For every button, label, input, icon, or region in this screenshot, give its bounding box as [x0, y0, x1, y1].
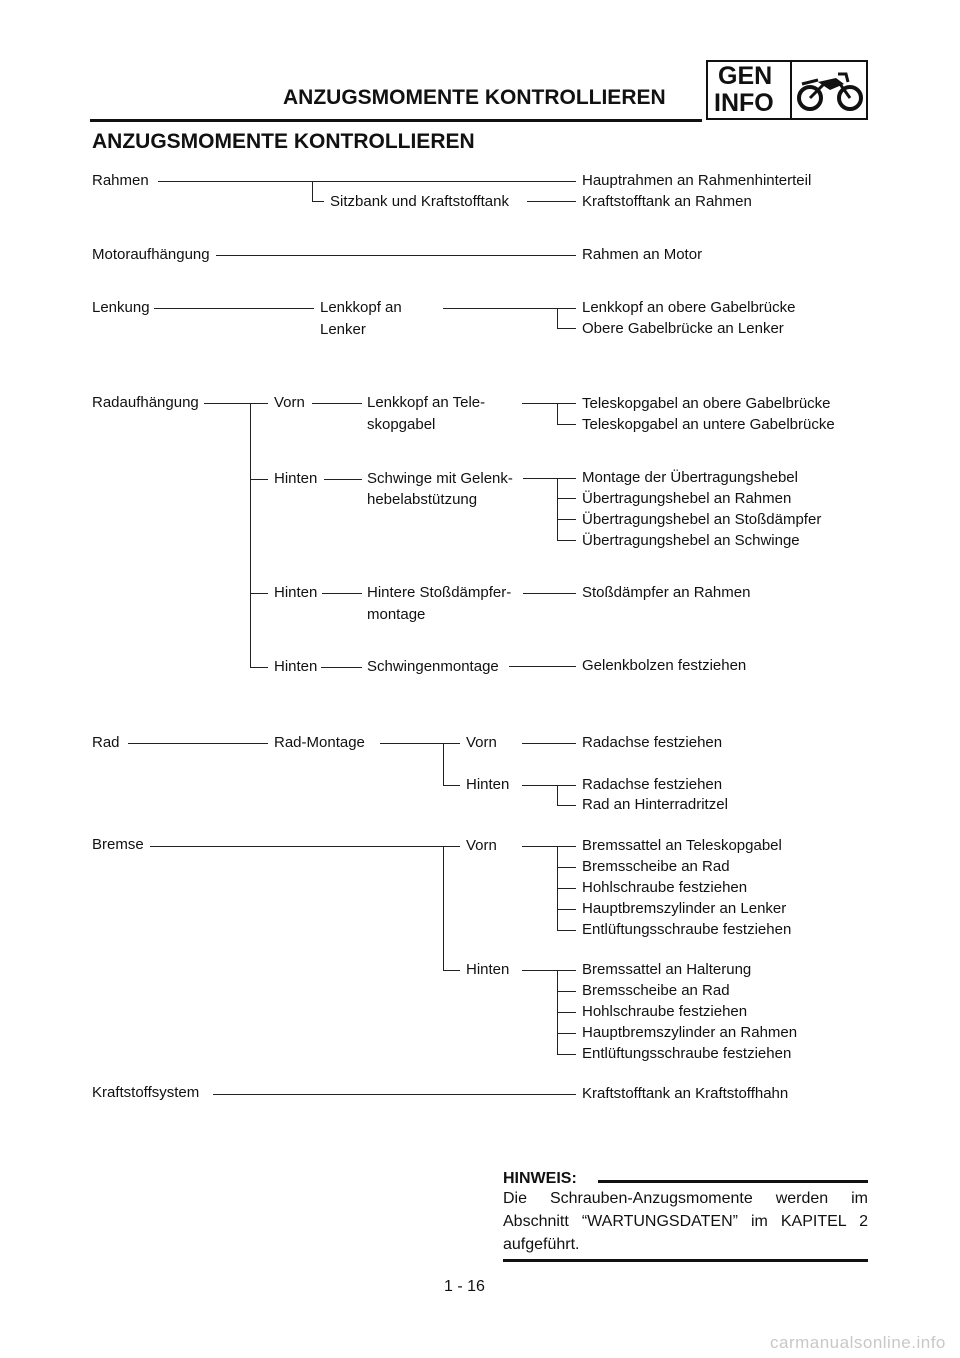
node-radaufhaengung: Radaufhängung [92, 394, 199, 411]
line [158, 181, 576, 182]
node-stoss-a: Hintere Stoßdämpfer- [367, 584, 512, 601]
badge-gen: GEN [718, 62, 773, 90]
node-motor: Motoraufhängung [92, 246, 210, 263]
line [312, 181, 313, 201]
line [250, 403, 251, 668]
node-rahmen: Rahmen [92, 172, 149, 189]
schwinge-r1: Montage der Übertragungshebel [582, 469, 798, 486]
bh-r2: Bremsscheibe an Rad [582, 982, 730, 999]
node-rad-montage: Rad-Montage [274, 734, 365, 751]
line [380, 743, 460, 744]
motorcycle-icon [796, 68, 864, 112]
line [557, 519, 576, 520]
line [150, 846, 460, 847]
node-bremse-hinten: Hinten [466, 961, 510, 978]
line [522, 743, 576, 744]
node-bremse: Bremse [92, 836, 144, 853]
line [154, 308, 314, 309]
node-schwingenmontage: Schwingenmontage [367, 658, 499, 675]
line [522, 846, 576, 847]
bv-r4: Hauptbremszylinder an Lenker [582, 900, 787, 917]
line [522, 403, 576, 404]
node-bremse-vorn: Vorn [466, 837, 497, 854]
bh-r1: Bremssattel an Halterung [582, 961, 752, 978]
section-title: ANZUGSMOMENTE KONTROLLIEREN [92, 130, 475, 153]
line [213, 1094, 576, 1095]
node-tele-a: Lenkkopf an Tele- [367, 394, 486, 411]
gen-info-badge [706, 60, 868, 120]
line [557, 498, 576, 499]
header-title: ANZUGSMOMENTE KONTROLLIEREN [283, 86, 666, 109]
line [523, 478, 576, 479]
line [557, 930, 576, 931]
motor-r1: Rahmen an Motor [582, 246, 703, 263]
rad-vorn-r1: Radachse festziehen [582, 734, 723, 751]
node-schwinge-b: hebelabstützung [367, 491, 478, 508]
line [557, 805, 576, 806]
line [250, 479, 268, 480]
node-sitzbank: Sitzbank und Kraftstofftank [330, 193, 509, 210]
line [557, 424, 576, 425]
bv-r1: Bremssattel an Teleskopgabel [582, 837, 782, 854]
lenkung-r1: Lenkkopf an obere Gabelbrücke [582, 299, 796, 316]
kraftstoff-r1: Kraftstofftank an Kraftstoffhahn [582, 1085, 789, 1102]
schwinge-r3: Übertragungshebel an Stoßdämpfer [582, 511, 822, 528]
line [322, 593, 362, 594]
line [509, 666, 576, 667]
node-rad-hinten: Hinten [466, 776, 510, 793]
node-rad-vorn: Vorn [466, 734, 497, 751]
rad-hinten-r2: Rad an Hinterradritzel [582, 796, 728, 813]
line [321, 667, 362, 668]
node-hinten-3: Hinten [274, 658, 318, 675]
line [523, 593, 576, 594]
lenkung-r2: Obere Gabelbrücke an Lenker [582, 320, 784, 337]
line [204, 403, 268, 404]
badge-info: INFO [714, 89, 774, 117]
line [557, 328, 576, 329]
header-rule [90, 119, 702, 122]
watermark: carmanualsonline.info [770, 1333, 946, 1352]
tele-r2: Teleskopgabel an untere Gabelbrücke [582, 416, 835, 433]
line [557, 991, 576, 992]
line [557, 1033, 576, 1034]
line [312, 201, 324, 202]
line [557, 1054, 576, 1055]
badge-divider [790, 62, 792, 118]
line [557, 308, 558, 328]
line [557, 785, 558, 805]
node-hinten-2: Hinten [274, 584, 318, 601]
rahmen-r1: Hauptrahmen an Rahmenhinterteil [582, 172, 812, 189]
line [557, 909, 576, 910]
node-schwinge-a: Schwinge mit Gelenk- [367, 470, 513, 487]
line [522, 785, 576, 786]
page-number: 1 - 16 [444, 1278, 485, 1295]
line [557, 540, 576, 541]
line [443, 970, 460, 971]
note-heading: HINWEIS: [503, 1170, 577, 1187]
line [250, 667, 268, 668]
schwinge-r2: Übertragungshebel an Rahmen [582, 490, 792, 507]
line [324, 479, 362, 480]
node-tele-b: skopgabel [367, 416, 436, 433]
line [443, 785, 460, 786]
note-bottom-rule [503, 1259, 868, 1262]
line [312, 403, 362, 404]
node-rad: Rad [92, 734, 120, 751]
bv-r3: Hohlschraube festziehen [582, 879, 748, 896]
line [443, 846, 444, 970]
line [557, 888, 576, 889]
line [557, 1012, 576, 1013]
line [557, 867, 576, 868]
bv-r5: Entlüftungsschraube festziehen [582, 921, 792, 938]
node-kraftstoffsystem: Kraftstoffsystem [92, 1084, 200, 1101]
note-top-rule [598, 1180, 868, 1183]
bh-r3: Hohlschraube festziehen [582, 1003, 748, 1020]
schwinge-r4: Übertragungshebel an Schwinge [582, 532, 800, 549]
schwingen-r1: Gelenkbolzen festziehen [582, 657, 747, 674]
line [128, 743, 268, 744]
node-vorn-1: Vorn [274, 394, 305, 411]
note-text: Die Schrauben-Anzugsmomente werden im Abschnitt “WARTUNGSDATEN” im KAPITEL 2 aufgeführt. [503, 1190, 868, 1253]
rad-hinten-r1: Radachse festziehen [582, 776, 723, 793]
node-stoss-b: montage [367, 606, 426, 623]
rahmen-r2: Kraftstofftank an Rahmen [582, 193, 752, 210]
bh-r5: Entlüftungsschraube festziehen [582, 1045, 792, 1062]
node-hinten-1: Hinten [274, 470, 318, 487]
line [557, 478, 558, 540]
line [443, 743, 444, 785]
node-lenkkopf-a: Lenkkopf an [320, 299, 402, 316]
bh-r4: Hauptbremszylinder an Rahmen [582, 1024, 798, 1041]
line [527, 201, 576, 202]
stoss-r1: Stoßdämpfer an Rahmen [582, 584, 751, 601]
tele-r1: Teleskopgabel an obere Gabelbrücke [582, 395, 831, 412]
line [522, 970, 576, 971]
node-lenkung: Lenkung [92, 299, 150, 316]
line [250, 593, 268, 594]
node-lenkkopf-b: Lenker [320, 321, 366, 338]
line [216, 255, 576, 256]
bv-r2: Bremsscheibe an Rad [582, 858, 730, 875]
line [557, 403, 558, 424]
